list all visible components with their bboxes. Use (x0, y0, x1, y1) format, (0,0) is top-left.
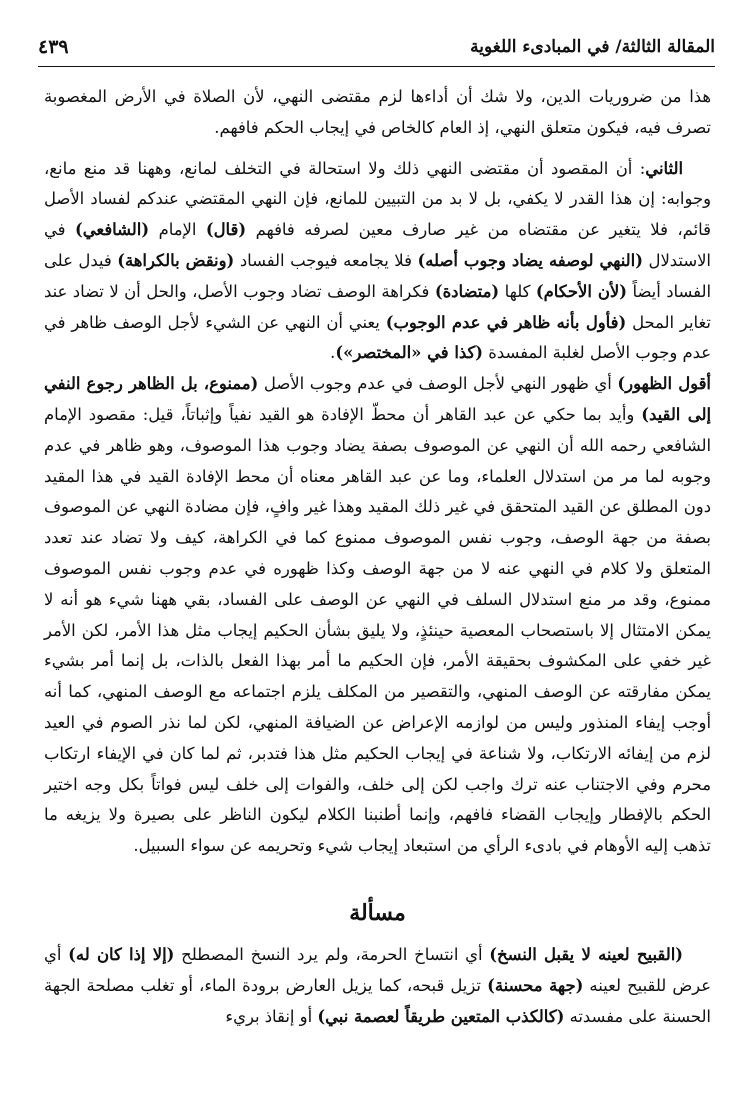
bold-text-run: (ونقض بالكراهة) (117, 250, 235, 270)
text-run: فيدل على الفساد أيضاً (44, 250, 711, 301)
bold-text-run: (لأن الأحكام) (535, 281, 627, 301)
paragraph-4 (44, 940, 711, 1032)
bold-text-run: (جهة محسنة) (487, 975, 584, 995)
bold-text-run: (متضادة) (434, 281, 500, 301)
paragraph-1 (44, 82, 711, 144)
bold-text-run: (النهي لوصفه يضاد وجوب أصله) (417, 250, 643, 270)
bold-text-run: (الشافعي) (75, 220, 150, 240)
text-run: هذا من ضروريات الدين، ولا شك أن أداءها لزم مقتضى النهي، لأن الصلاة في الأرض المغصوبة تصرف فيه، فيكون متعلق النهي، إذ العام كالخاص في إيجاب الحكم فافهم. (44, 87, 711, 137)
bold-text-run: (كذا في «المختصر») (335, 343, 484, 363)
text-run: أي عرض للقبيح لعينه (44, 944, 711, 995)
bold-text-run: الثاني (645, 158, 683, 178)
text-run: . (330, 343, 336, 363)
running-header-title: المقالة الثالثة/ في المبادىء اللغوية (470, 37, 715, 57)
text-run: أي انتساخ الحرمة، ولم يرد النسخ المصطلح (174, 944, 490, 964)
bold-text-run: (القبيح لعينه لا يقبل النسخ) (489, 944, 684, 964)
text-run: أي ظهور النهي لأجل الوصف في عدم وجوب الأصل (258, 374, 618, 394)
text-run: في الاستدلال (44, 220, 711, 270)
bold-text-run: (كالكذب المتعين طريقاً لعصمة نبي) (317, 1006, 565, 1026)
text-run: كلها (499, 281, 536, 301)
paragraph-2 (44, 154, 711, 370)
text-run: أو إنقاذ بريء (225, 1006, 318, 1026)
section-heading: مسألة (349, 899, 406, 926)
bold-text-run: (إلا إذا كان له) (68, 944, 175, 964)
text-run: : أن المقصود أن مقتضى النهي ذلك ولا استحالة في التخلف لمانع، وههنا قد منع مانع، وجوابه: إن هذا القدر لا يكفي، بل لا بد من التبيين للمانع، فإن النهي المقتضي عندكم لفساد الأصل قائم، فلا يتغير عن مقتضاه من غير صارف معين لصرفه فافهم (44, 158, 711, 240)
text-run: وأيد بما حكي عن عبد القاهر أن محطّ الإفادة هو القيد نفياً وإثباتاً، قيل: مقصود الإمام الشافعي رحمه الله أن النهي عن الموصوف بصفة يضاد وجوب هذا الموصوف، وهو ظاهر في عدم وجوبه لما مر من استدلال العلماء، وما عن عبد القاهر معناه أن محط الإفادة القيد في هذا المقيد دون المطلق عن القيد المتحقق في غير ذلك المقيد وهذا غير وافٍ، فإن مضادة النهي عن الموصوف بصفة من جهة الوصف، وجوب نفس الموصوف ممنوع كما في الكراهة، كيف ولا تضاد عند تعدد المتعلق ولا كلام في النهي عنه لا من جهة الوصف وكذا ظهوره في عدم وجوب نفس الموصوف ممنوع، وقد مر منع استدلال السلف في النهي عن الوصف على الفساد، بقي ههنا شيء هو أنه لا يمكن الامتثال إلا باستصحاب المعصية حينئذٍ، ولا يليق بشأن الحكيم إيجاب مثل هذا الأمر، لكن الأمر غير خفي على المكشوف بحقيقة الأمر، فإن الحكيم ما أمر بهذا الفعل بالذات، بل إنما أمر بشيء يمكن مفارقته عن الوصف المنهي، والتقصير من المكلف يلزم اجتماعه مع الوصف المنهي، كما أنه أوجب إيفاء المنذور وليس من لوازمه الإعراض عن الضيافة المنهي، لكن لما نذر الصوم في العيد لزم من إيفائه الارتكاب، ولا شناعة في إيجاب الحكيم مثل هذا فتدبر، ثم لما كان في الإيفاء ارتكاب محرم وفي الاجتناب عنه ترك واجب لكن إلى خلف، والفوات إلى خلف ليس فواتاً بكل وجه اختير الحكم بالإفطار وإيجاب القضاء فافهم، وإنما أطنبنا الكلام ليكون الناظر على بصيرة ولا يزيغه ما تذهب إليه الأوهام في بادىء الرأي من استبعاد إيجاب شيء وتحريمه عن سواء السبيل. (44, 404, 711, 856)
text-run: فكراهة الوصف تضاد وجوب الأصل، والحل أن لا تضاد عند تغاير المحل (44, 281, 711, 332)
text-run: فلا يجامعه فيوجب الفساد (234, 250, 418, 270)
bold-text-run: (ممنوع، بل الظاهر رجوع النفي إلى القيد) (44, 374, 711, 424)
bold-text-run: (فأول بأنه ظاهر في عدم الوجوب) (385, 312, 627, 332)
page-number: ٤٣٩ (38, 36, 69, 58)
bold-text-run: أقول الظهور) (617, 374, 711, 394)
text-run: تزيل قبحه، كما يزيل العارض برودة الماء، أو تغلب مصلحة الجهة الحسنة على مفسدته (44, 975, 711, 1026)
header-divider (38, 66, 715, 67)
text-run: يعني أن النهي عن الشيء لأجل الوصف ظاهر في عدم وجوب الأصل لغلبة المفسدة (44, 312, 711, 363)
bold-text-run: (قال) (205, 220, 247, 240)
running-header (38, 30, 715, 64)
body-text (44, 82, 711, 1032)
paragraph-3 (44, 369, 711, 862)
text-run: الإمام (149, 220, 206, 240)
